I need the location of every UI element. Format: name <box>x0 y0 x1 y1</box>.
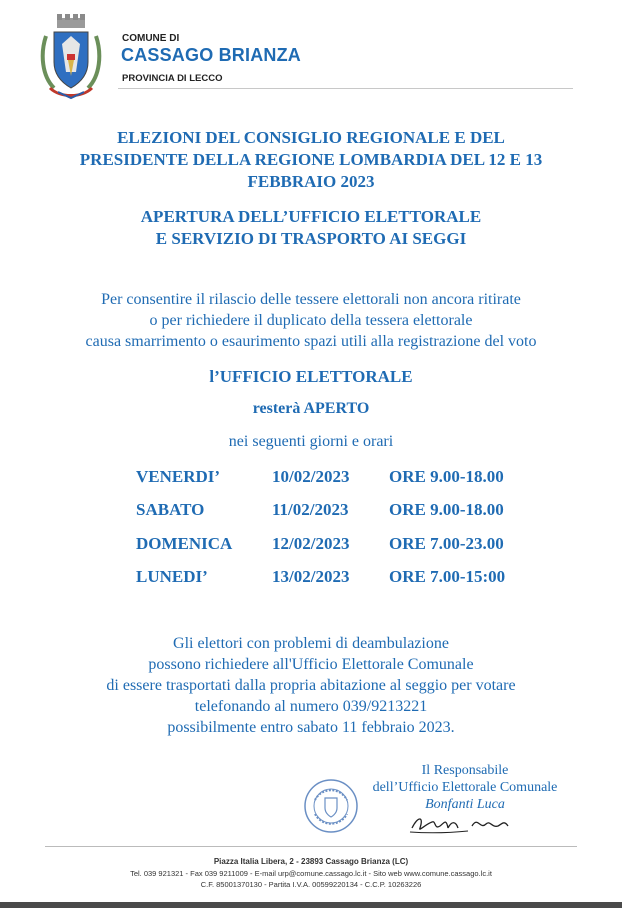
transport-line-4: telefonando al numero 039/9213221 <box>194 698 428 715</box>
schedule-row <box>0 500 622 524</box>
footer-fiscal: C.F. 85001370130 - Partita I.V.A. 00599220134 - C.C.P. 10263226 <box>200 880 422 889</box>
letterhead <box>0 0 622 110</box>
footer-address: Piazza Italia Libera, 2 - 23893 Cassago Brianza (LC) <box>213 857 409 866</box>
document-title <box>0 127 622 193</box>
office-status: resterà APERTO <box>252 400 370 417</box>
title-line-3: FEBBRAIO 2023 <box>247 172 375 191</box>
schedule-date: 10/02/2023 <box>272 467 350 486</box>
schedule-day: VENERDI’ <box>136 467 221 486</box>
schedule-day: LUNEDI’ <box>136 567 208 586</box>
office-name: l’UFFICIO ELETTORALE <box>209 367 413 386</box>
signature-role-2: dell’Ufficio Elettorale Comunale <box>372 780 558 795</box>
transport-line-3: di essere trasportati dalla propria abitazione al seggio per votare <box>106 677 516 694</box>
transport-line-2: possono richiedere all'Ufficio Elettorale Comunale <box>148 656 474 673</box>
comune-name: CASSAGO BRIANZA <box>121 45 302 65</box>
schedule-row <box>0 534 622 558</box>
title-line-2: PRESIDENTE DELLA REGIONE LOMBARDIA DEL 12 E 13 <box>79 150 543 169</box>
days-intro: nei seguenti giorni e orari <box>228 433 394 450</box>
intro-line-2: o per richiedere il duplicato della tessera elettorale <box>149 312 473 329</box>
transport-line-5: possibilmente entro sabato 11 febbraio 2023. <box>167 719 455 736</box>
schedule-hours: ORE 7.00-23.00 <box>389 534 504 553</box>
header-divider <box>118 88 573 89</box>
schedule-hours: ORE 7.00-15:00 <box>389 567 506 586</box>
schedule-day: DOMENICA <box>136 534 233 553</box>
subtitle-line-1: APERTURA DELL’UFFICIO ELETTORALE <box>140 207 482 226</box>
municipal-crest-icon <box>40 14 102 100</box>
footer-divider <box>45 846 577 847</box>
signature-name: Bonfanti Luca <box>425 797 505 812</box>
transport-line-1: Gli elettori con problemi di deambulazione <box>173 635 449 652</box>
document-subtitle <box>0 206 622 250</box>
footer-contacts: Tel. 039 921321 - Fax 039 9211009 - E-mail urp@comune.cassago.lc.it - Sito web www.comune.cassago.lc.it <box>130 869 492 878</box>
schedule-row <box>0 567 622 591</box>
provincia-label: PROVINCIA DI LECCO <box>122 73 223 84</box>
schedule-row <box>0 467 622 491</box>
schedule-hours: ORE 9.00-18.00 <box>389 500 504 519</box>
intro-paragraph <box>0 289 622 352</box>
subtitle-line-2: E SERVIZIO DI TRASPORTO AI SEGGI <box>155 229 467 248</box>
schedule-date: 11/02/2023 <box>272 500 349 519</box>
schedule-hours: ORE 9.00-18.00 <box>389 467 504 486</box>
comune-di-label: COMUNE DI <box>122 33 180 44</box>
official-stamp-icon <box>303 778 359 834</box>
signature-block <box>360 762 570 813</box>
schedule-date: 12/02/2023 <box>272 534 350 553</box>
transport-paragraph <box>0 633 622 738</box>
schedule-date: 13/02/2023 <box>272 567 350 586</box>
intro-line-1: Per consentire il rilascio delle tessere elettorali non ancora ritirate <box>101 291 521 308</box>
page-bottom-edge <box>0 902 622 908</box>
handwritten-signature-icon <box>408 810 518 836</box>
signature-role-1: Il Responsabile <box>421 763 509 778</box>
intro-line-3: causa smarrimento o esaurimento spazi utili alla registrazione del voto <box>85 333 537 350</box>
schedule-day: SABATO <box>136 500 205 519</box>
title-line-1: ELEZIONI DEL CONSIGLIO REGIONALE E DEL <box>117 128 505 147</box>
